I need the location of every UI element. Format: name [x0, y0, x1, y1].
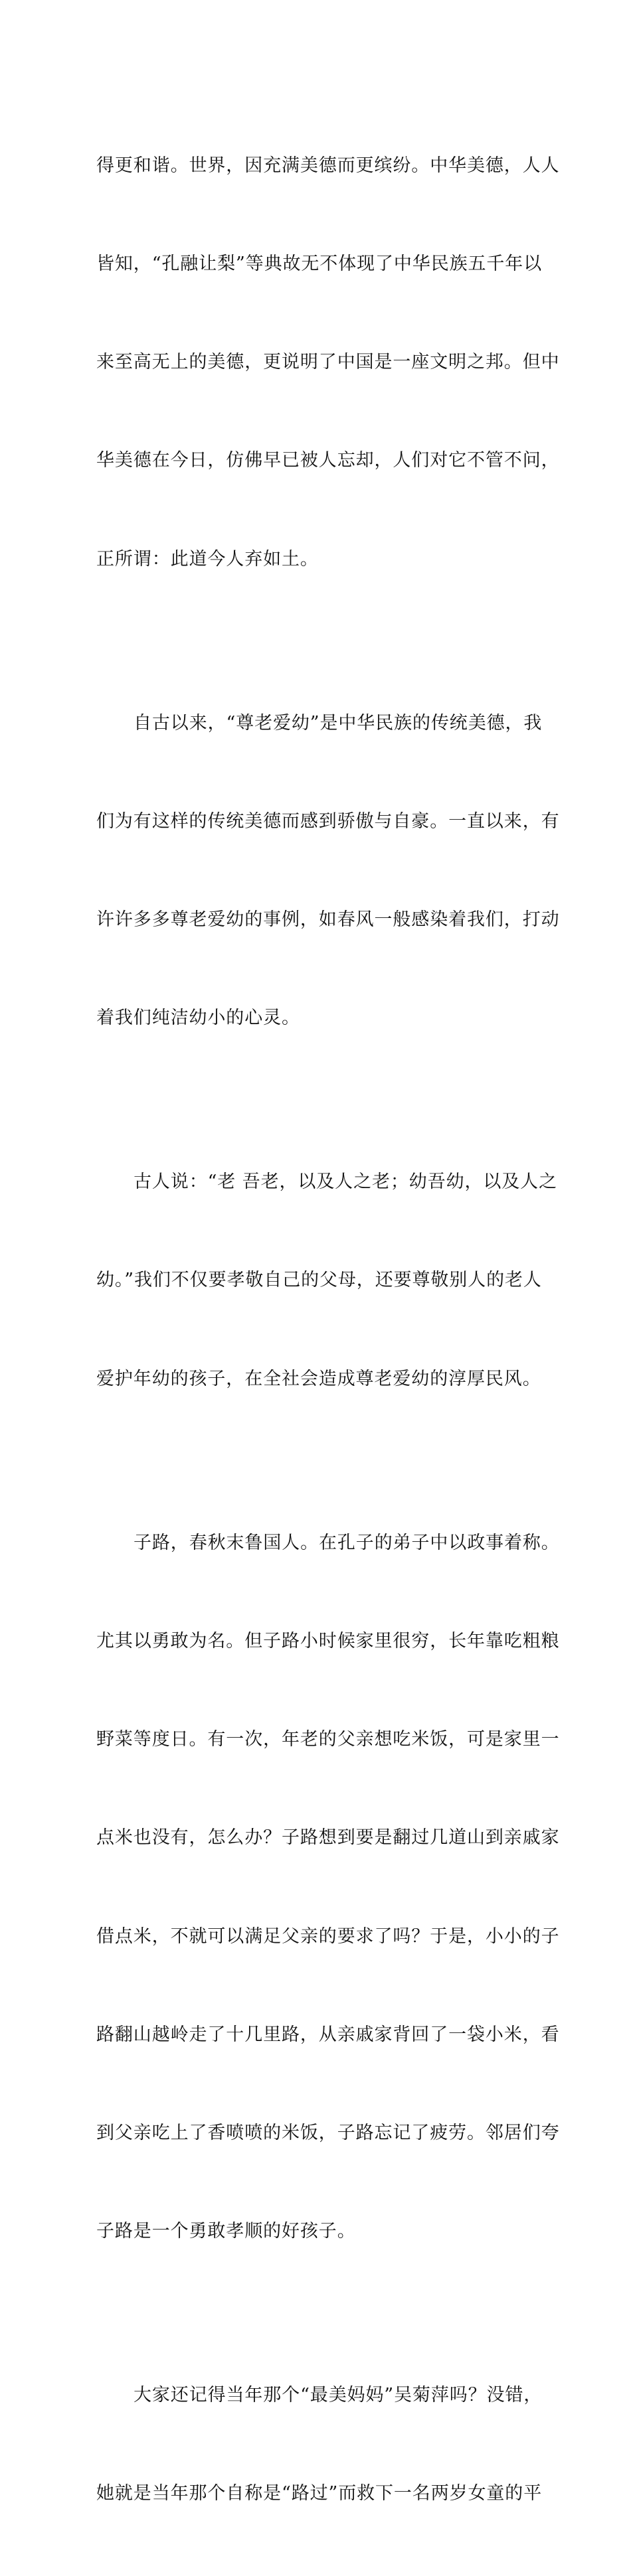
paragraph-4	[96, 1461, 560, 2313]
text-line: 点米也没有，怎么办？子路想到要是翻过几道山到亲戚家	[96, 1827, 560, 1849]
text-line: 子路是一个勇敢孝顺的好孩子。	[96, 2221, 356, 2242]
paragraph-5	[96, 2313, 543, 2575]
text-line: 得更和谐。世界，因充满美德而更缤纷。中华美德，人人	[96, 155, 560, 176]
text-line: 子路，春秋末鲁国人。在孔子的弟子中以政事着称。	[134, 1532, 560, 1553]
text-line: 们为有这样的传统美德而感到骄傲与自豪。一直以来，有	[96, 810, 560, 832]
text-line: 路翻山越岭走了十几里路，从亲戚家背回了一袋小米，看	[96, 2024, 560, 2045]
text-line: 皆知，“孔融让梨”等典故无不体现了中华民族五千年以	[96, 254, 543, 275]
text-line: 古人说：“老 吾老，以及人之老；幼吾幼，以及人之	[134, 1172, 557, 1193]
text-line: 野菜等度日。有一次，年老的父亲想吃米饭，可是家里一	[96, 1729, 560, 1750]
text-line: 华美德在今日，仿佛早已被人忘却，人们对它不管不问，	[96, 450, 560, 471]
text-line: 许许多多尊老爱幼的事例，如春风一般感染着我们，打动	[96, 909, 560, 931]
text-line: 自古以来，“尊老爱幼”是中华民族的传统美德，我	[134, 712, 543, 733]
text-line: 来至高无上的美德，更说明了中国是一座文明之邦。但中	[96, 352, 560, 373]
text-line: 正所谓：此道今人弃如土。	[96, 548, 319, 569]
paragraph-2	[96, 641, 560, 1100]
paragraph-3	[96, 1100, 557, 1460]
document-body	[96, 84, 560, 2576]
text-line: 爱护年幼的孩子，在全社会造成尊老爱幼的淳厚民风。	[96, 1368, 541, 1389]
text-line: 大家还记得当年那个“最美妈妈”吴菊萍吗？没错，	[134, 2385, 543, 2406]
text-line: 尤其以勇敢为名。但子路小时候家里很穷，长年靠吃粗粮	[96, 1630, 560, 1651]
text-line: 幼。”我们不仅要孝敬自己的父母，还要尊敬别人的老人	[96, 1270, 542, 1291]
text-line: 到父亲吃上了香喷喷的米饭，子路忘记了疲劳。邻居们夸	[96, 2122, 560, 2143]
text-line: 借点米，不就可以满足父亲的要求了吗？于是，小小的子	[96, 1926, 560, 1947]
paragraph-1	[96, 84, 560, 641]
text-line: 她就是当年那个自称是“路过”而救下一名两岁女童的平	[96, 2483, 543, 2504]
text-line: 着我们纯洁幼小的心灵。	[96, 1008, 300, 1029]
